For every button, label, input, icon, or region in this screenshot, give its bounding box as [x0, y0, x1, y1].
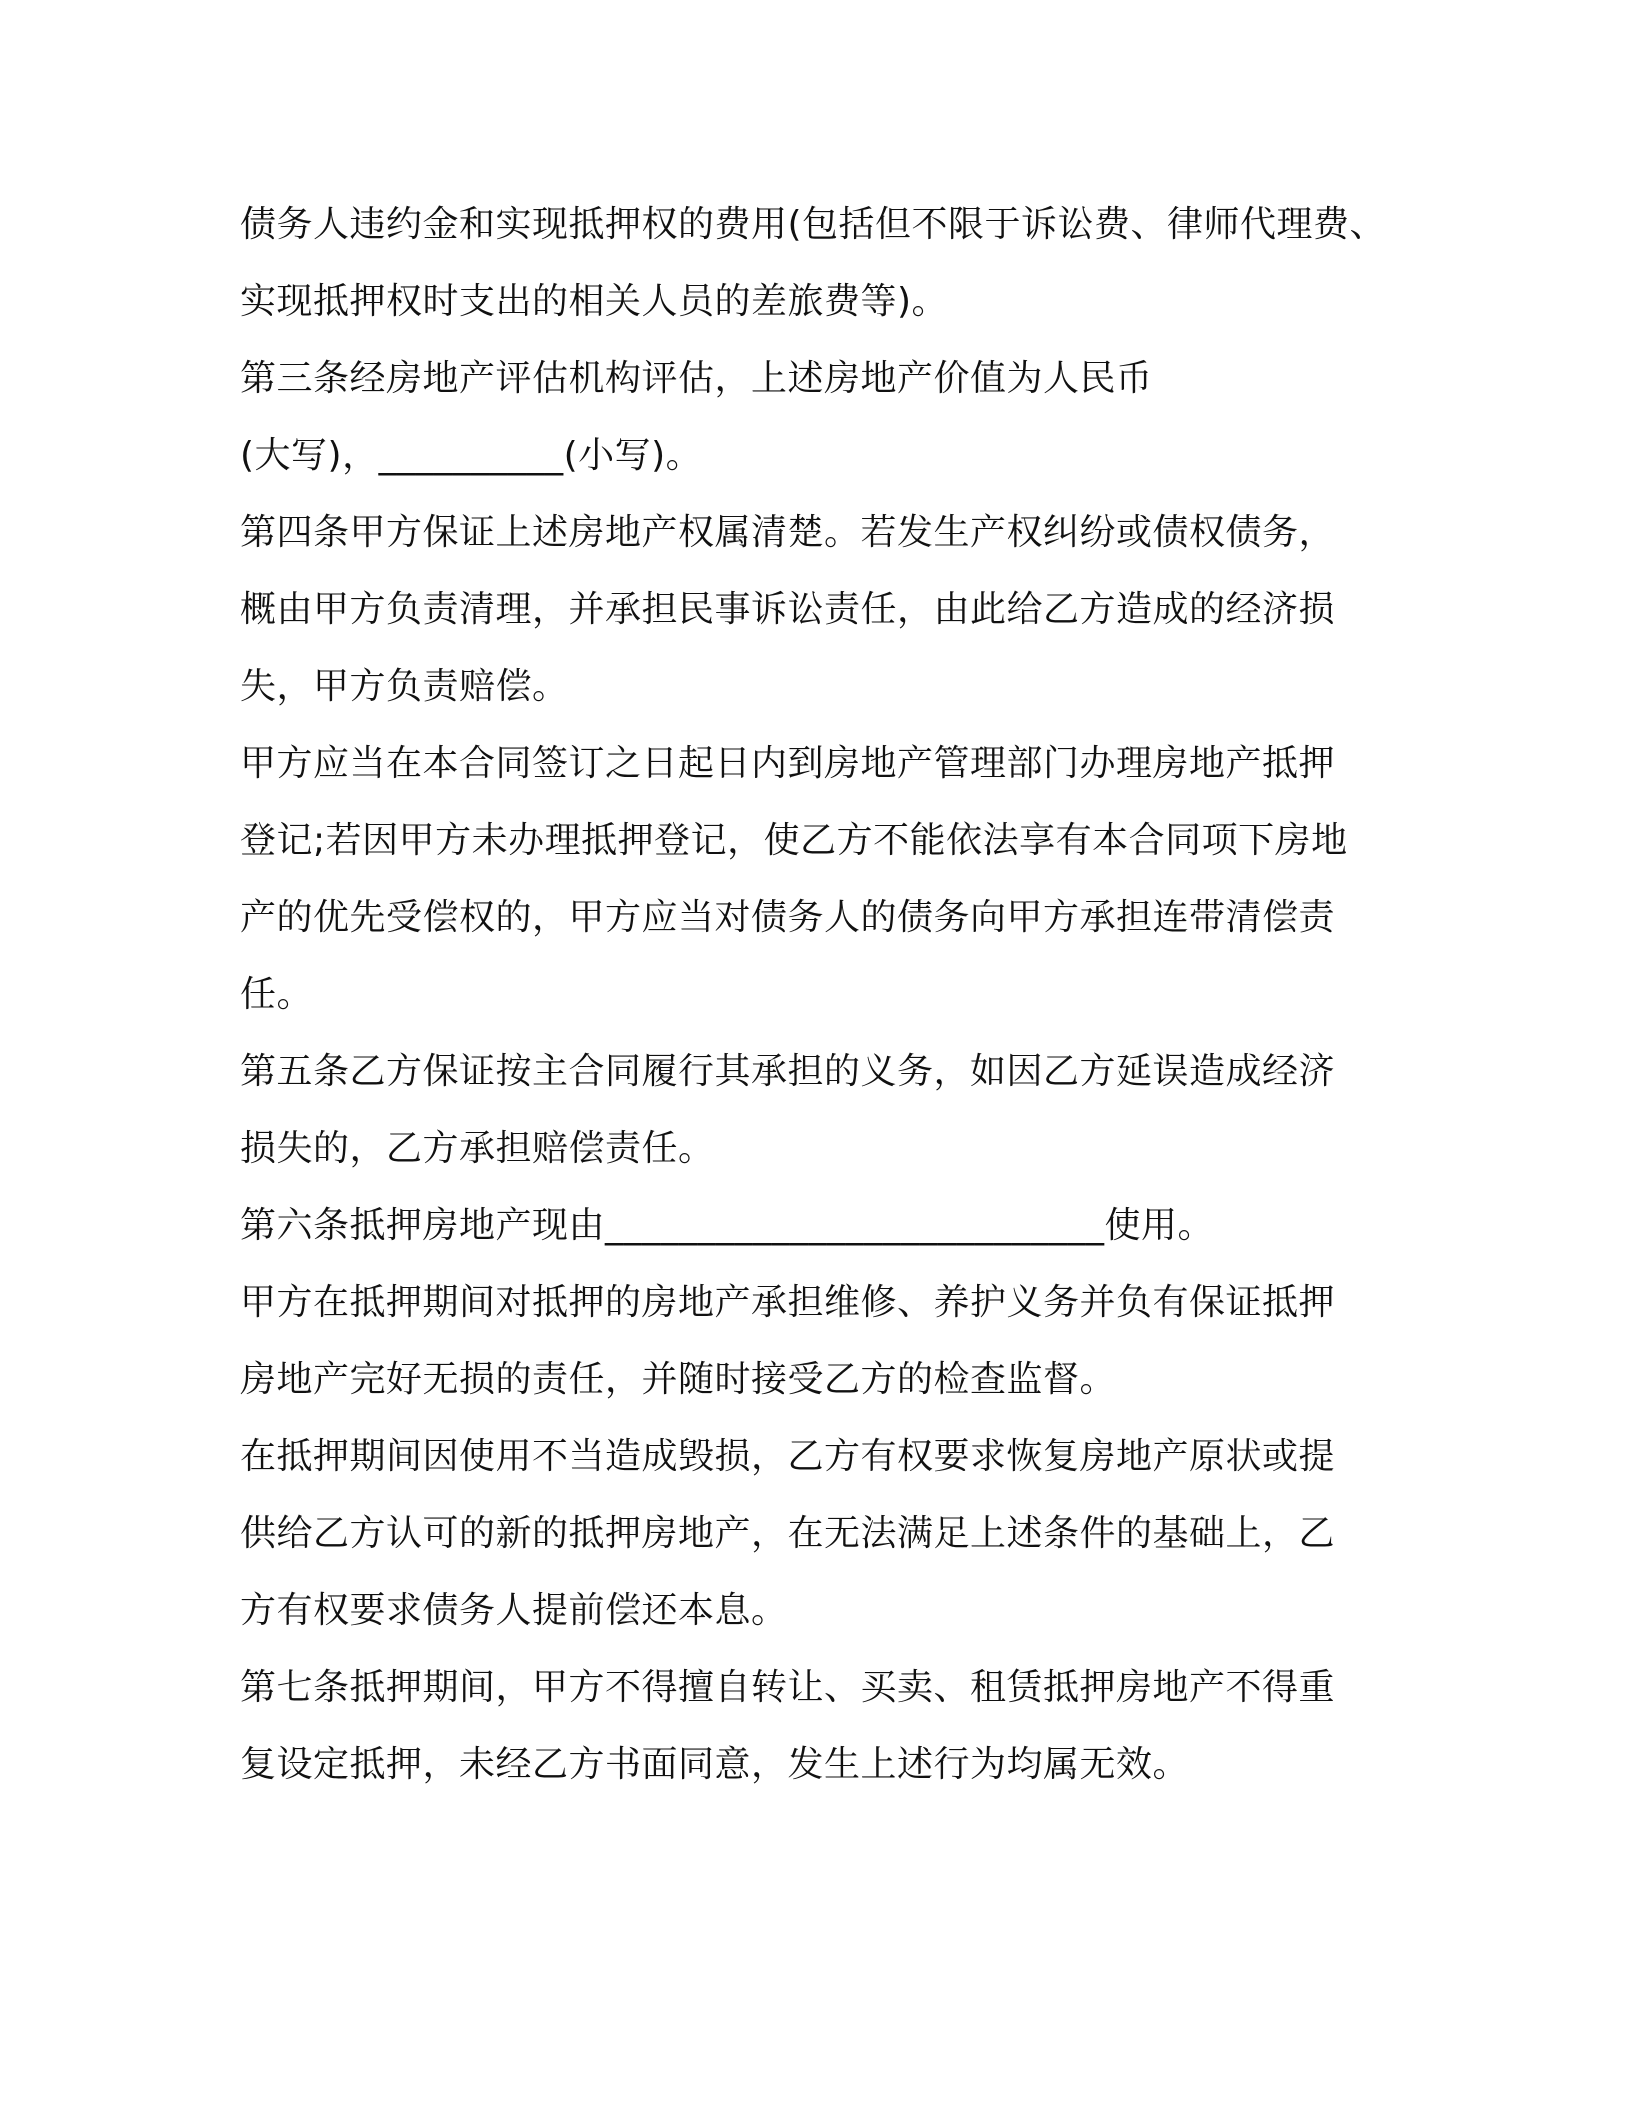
text-line: 供给乙方认可的新的抵押房地产，在无法满足上述条件的基础上，乙: [240, 1513, 1336, 1554]
text-line: 产的优先受偿权的，甲方应当对债务人的债务向甲方承担连带清偿责: [240, 897, 1336, 938]
text-line: 复设定抵押，未经乙方书面同意，发生上述行为均属无效。: [240, 1744, 1190, 1785]
text-line: 登记;若因甲方未办理抵押登记，使乙方不能依法享有本合同项下房地: [240, 820, 1348, 861]
text-line: 甲方在抵押期间对抵押的房地产承担维修、养护义务并负有保证抵押: [240, 1282, 1336, 1323]
text-line: 第五条乙方保证按主合同履行其承担的义务，如因乙方延误造成经济: [240, 1051, 1336, 1092]
text-line: 在抵押期间因使用不当造成毁损，乙方有权要求恢复房地产原状或提: [240, 1436, 1336, 1477]
text-line: 任。: [240, 974, 314, 1015]
text-line: 第三条经房地产评估机构评估，上述房地产价值为人民币: [240, 358, 1153, 399]
text-line: 实现抵押权时支出的相关人员的差旅费等)。: [240, 281, 949, 322]
text-line: (大写)，__________(小写)。: [240, 435, 703, 476]
document-body: [240, 186, 1400, 1803]
text-line: 第七条抵押期间，甲方不得擅自转让、买卖、租赁抵押房地产不得重: [240, 1667, 1336, 1708]
text-line: 第四条甲方保证上述房地产权属清楚。若发生产权纠纷或债权债务，: [240, 512, 1336, 553]
text-line: 损失的，乙方承担赔偿责任。: [240, 1128, 715, 1169]
text-line: 债务人违约金和实现抵押权的费用(包括但不限于诉讼费、律师代理费、: [240, 204, 1387, 245]
text-line: 概由甲方负责清理，并承担民事诉讼责任，由此给乙方造成的经济损: [240, 589, 1336, 630]
text-line: 甲方应当在本合同签订之日起日内到房地产管理部门办理房地产抵押: [240, 743, 1336, 784]
text-line: 房地产完好无损的责任，并随时接受乙方的检查监督。: [240, 1359, 1117, 1400]
text-line: 第六条抵押房地产现由___________________________使用。: [240, 1205, 1215, 1246]
text-line: 方有权要求债务人提前偿还本息。: [240, 1590, 788, 1631]
text-line: 失，甲方负责赔偿。: [240, 666, 569, 707]
